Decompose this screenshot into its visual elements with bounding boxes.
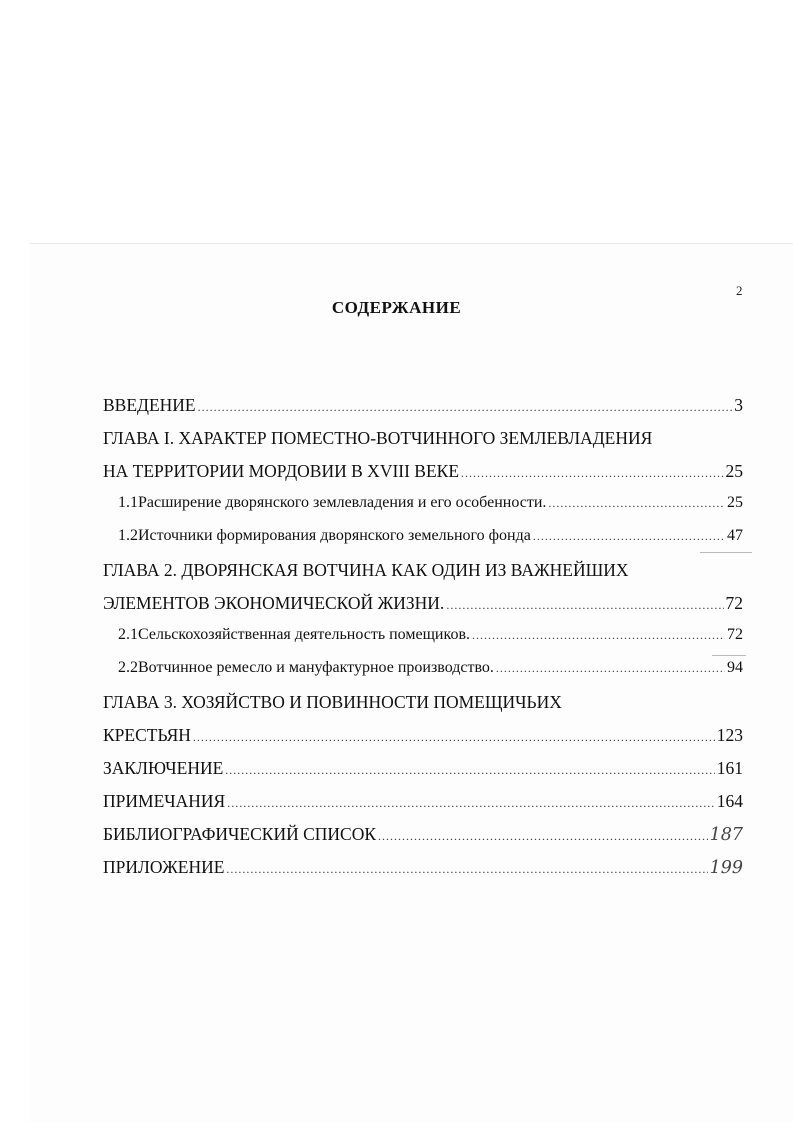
- toc-entry-conclusion[interactable]: [103, 758, 743, 791]
- dot-leader: [496, 659, 725, 677]
- dot-leader: [378, 824, 708, 845]
- toc-section-number: 1.1: [118, 494, 138, 511]
- toc-section-label: Расширение дворянского землевладения и его особенности.: [138, 494, 547, 511]
- toc-entry-page: 3: [734, 395, 743, 415]
- toc-section-label: Сельскохозяйственная деятельность помещиков.: [138, 626, 470, 643]
- dot-leader: [461, 461, 723, 482]
- toc-section-number: 2.1: [118, 626, 138, 643]
- dot-leader: [193, 725, 715, 746]
- toc-chapter-label-line2: ЭЛЕМЕНТОВ ЭКОНОМИЧЕСКОЙ ЖИЗНИ.: [103, 593, 445, 613]
- page-number: 2: [736, 283, 743, 298]
- scan-mark: [712, 655, 746, 656]
- toc-entry-appendix[interactable]: [103, 857, 743, 890]
- toc-chapter-label-line2: НА ТЕРРИТОРИИ МОРДОВИИ В XVIII ВЕКЕ: [103, 461, 460, 481]
- toc-entry-intro[interactable]: [103, 395, 743, 428]
- toc-entry-page: 94: [727, 659, 743, 676]
- toc-chapter-label-line2: КРЕСТЬЯН: [103, 725, 191, 745]
- scan-mark: [700, 552, 752, 553]
- toc-chapter-label-line1: ГЛАВА 2. ДВОРЯНСКАЯ ВОТЧИНА КАК ОДИН ИЗ ВАЖНЕЙШИХ: [103, 560, 629, 580]
- toc-entry-bibliography[interactable]: [103, 824, 743, 857]
- toc-chapter-1-heading[interactable]: [103, 428, 743, 461]
- toc-entry-page: 72: [725, 593, 743, 613]
- toc-section-1-2[interactable]: [103, 527, 743, 560]
- table-of-contents: [103, 395, 743, 890]
- dot-leader: [533, 527, 725, 545]
- toc-section-number: 2.2: [118, 659, 138, 676]
- toc-section-number: 1.2: [118, 527, 138, 544]
- toc-chapter-2-heading[interactable]: [103, 560, 743, 593]
- dot-leader: [227, 791, 715, 812]
- toc-chapter-3-heading[interactable]: [103, 692, 743, 725]
- toc-entry-label: БИБЛИОГРАФИЧЕСКИЙ СПИСОК: [103, 824, 377, 844]
- dot-leader: [548, 494, 725, 512]
- toc-entry-page: 25: [727, 494, 743, 511]
- dot-leader: [472, 626, 725, 644]
- toc-entry-page: 199: [709, 858, 743, 878]
- toc-chapter-label-line1: ГЛАВА I. ХАРАКТЕР ПОМЕСТНО-ВОТЧИННОГО ЗЕМЛЕВЛАДЕНИЯ: [103, 428, 653, 448]
- toc-entry-page: 161: [716, 758, 743, 778]
- dot-leader: [198, 395, 733, 416]
- dot-leader: [446, 593, 723, 614]
- toc-entry-label: ЗАКЛЮЧЕНИЕ: [103, 758, 224, 778]
- dot-leader: [226, 857, 707, 878]
- toc-chapter-3[interactable]: [103, 725, 743, 758]
- toc-entry-page: 72: [727, 626, 743, 643]
- toc-section-label: Источники формирования дворянского земельного фонда: [138, 527, 531, 544]
- toc-section-2-1[interactable]: [103, 626, 743, 659]
- toc-entry-label: ПРИМЕЧАНИЯ: [103, 791, 226, 811]
- toc-section-label: Вотчинное ремесло и мануфактурное производство.: [138, 659, 494, 676]
- toc-chapter-label-line1: ГЛАВА 3. ХОЗЯЙСТВО И ПОВИННОСТИ ПОМЕЩИЧЬИХ: [103, 692, 562, 712]
- toc-entry-page: 47: [727, 527, 743, 544]
- toc-chapter-1[interactable]: [103, 461, 743, 494]
- dot-leader: [225, 758, 714, 779]
- toc-section-2-2[interactable]: [103, 659, 743, 692]
- toc-title: СОДЕРЖАНИЕ: [331, 298, 462, 317]
- toc-section-1-1[interactable]: [103, 494, 743, 527]
- toc-entry-page: 25: [725, 461, 743, 481]
- toc-entry-notes[interactable]: [103, 791, 743, 824]
- toc-entry-page: 187: [709, 825, 743, 845]
- toc-chapter-2[interactable]: [103, 593, 743, 626]
- toc-entry-page: 164: [716, 791, 743, 811]
- toc-entry-page: 123: [716, 725, 743, 745]
- toc-entry-label: ВВЕДЕНИЕ: [103, 395, 196, 415]
- toc-entry-label: ПРИЛОЖЕНИЕ: [103, 857, 225, 877]
